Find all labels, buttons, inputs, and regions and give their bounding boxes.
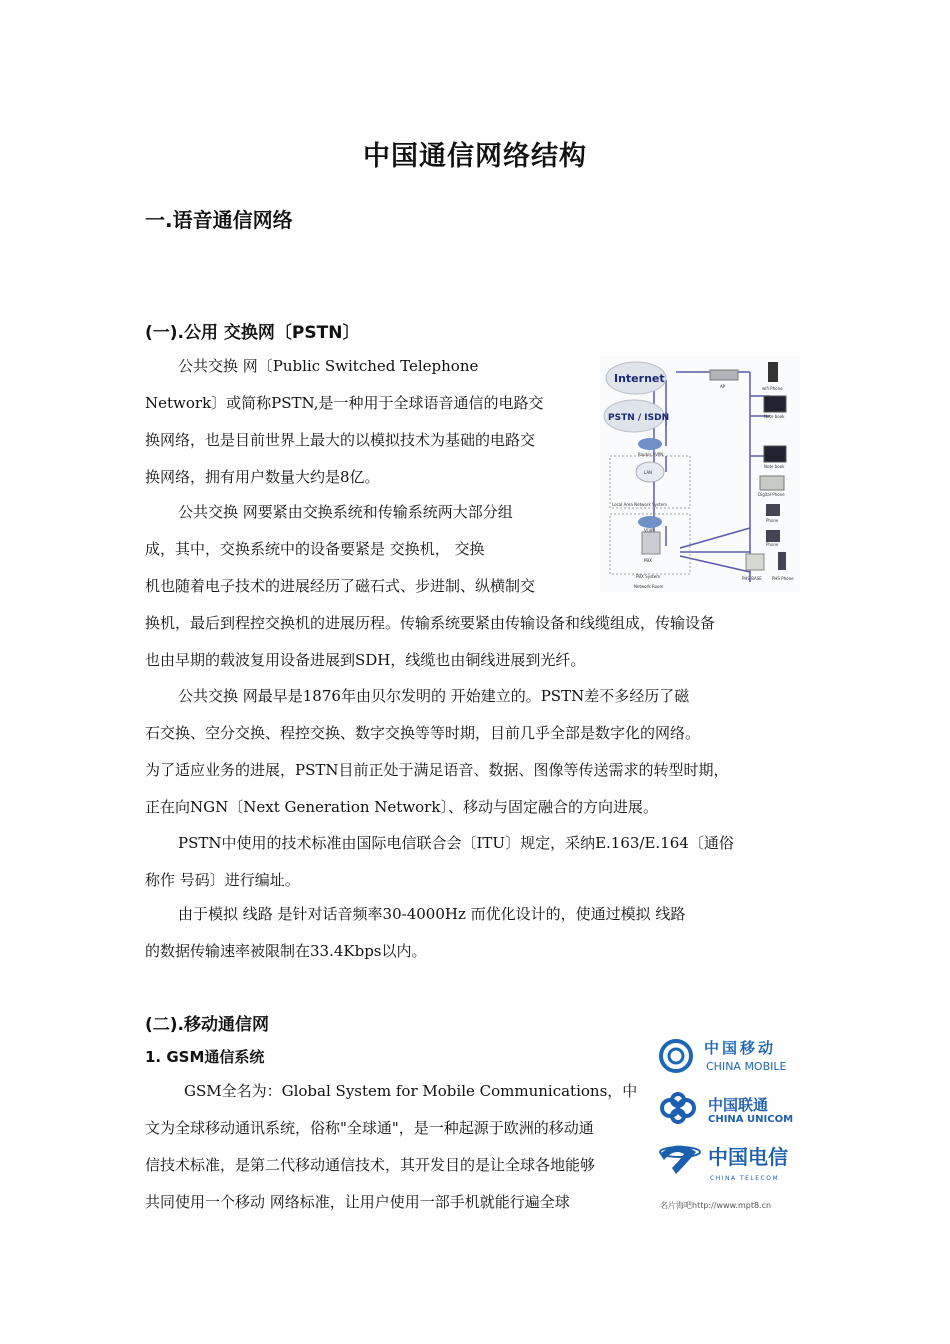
paragraph-line: 为了适应业务的进展，PSTN目前正处于满足语音、数据、图像等传送需求的转型时期，	[145, 761, 729, 779]
paragraph-line: 也由早期的载波复用设备进展到SDH，线缆也由铜线进展到光纤。	[145, 651, 586, 669]
diagram-label-router: Router / VPN	[638, 452, 664, 457]
paragraph-line: 称作 号码〕进行编址。	[145, 871, 300, 889]
svg-text:中国移动: 中国移动	[704, 1039, 777, 1057]
china-telecom-logo	[660, 1145, 788, 1182]
pstn-network-diagram	[600, 356, 800, 592]
diagram-label-pbx: PBX	[644, 558, 652, 563]
paragraph-line: 换机，最后到程控交换机的进展历程。传输系统要紧由传输设备和线缆组成，传输设备	[145, 614, 716, 632]
china-unicom-logo	[662, 1094, 793, 1125]
paragraph-line: 石交换、空分交换、程控交换、数字交换等等时期，目前几乎全部是数字化的网络。	[145, 724, 701, 742]
diagram-label-network-room: Network Room	[634, 584, 664, 589]
paragraph-line: 公共交换 网最早是1876年由贝尔发明的 开始建立的。PSTN差不多经历了磁	[178, 687, 690, 705]
paragraph-line: 公共交换 网要紧由交换系统和传输系统两大部分组	[178, 503, 513, 521]
diagram-label-ap: AP	[720, 384, 726, 389]
diagram-label-phs-base: PHS BASE	[742, 576, 762, 581]
diagram-label-phone: Phone	[766, 518, 779, 523]
svg-text:CHINA TELECOM: CHINA TELECOM	[710, 1175, 780, 1182]
paragraph-line: 正在向NGN〔Next Generation Network〕、移动与固定融合的方向进展。	[145, 798, 658, 816]
svg-text:中国电信: 中国电信	[708, 1145, 788, 1169]
paragraph-line: 换网络，也是目前世界上最大的以模拟技术为基础的电路交	[145, 431, 536, 449]
svg-text:中国联通: 中国联通	[708, 1096, 769, 1114]
page-title: 中国通信网络结构	[363, 141, 587, 172]
diagram-label-phs-phone: PHS Phone	[772, 576, 794, 581]
section-heading-voice-network: 一.语音通信网络	[145, 208, 293, 232]
paragraph-line: 由于模拟 线路 是针对话音频率30-4000Hz 而优化设计的，使通过模拟 线路	[178, 905, 686, 923]
paragraph-line: 公共交换 网〔Public Switched Telephone	[178, 357, 479, 375]
subsection-heading-mobile-network: (二).移动通信网	[145, 1015, 269, 1035]
svg-text:CHINA UNICOM: CHINA UNICOM	[708, 1114, 794, 1125]
diagram-label-pbx-system: PBX System	[636, 574, 661, 579]
diagram-label-wifi-phone: wifi Phone	[762, 386, 783, 391]
diagram-label-digital-phone: Digital Phone	[758, 492, 785, 497]
diagram-label-phone: Phone	[766, 542, 779, 547]
diagram-label-lan: LAN	[644, 470, 653, 475]
paragraph-line: GSM全名为：Global System for Mobile Communications，中	[184, 1082, 638, 1100]
paragraph-line: 共同使用一个移动 网络标准，让用户使用一部手机就能行遍全球	[145, 1193, 570, 1211]
diagram-label-voip: VOIP	[644, 528, 654, 533]
diagram-label-notebook: Note book	[764, 414, 785, 419]
paragraph-line: 的数据传输速率被限制在33.4Kbps以内。	[145, 942, 427, 960]
paragraph-line: Network〕或简称PSTN,是一种用于全球语音通信的电路交	[145, 394, 544, 412]
diagram-label-lan-system: Local Area Network System	[612, 502, 668, 507]
diagram-label-notebook: Note book	[764, 464, 785, 469]
telecom-operator-logos	[656, 1034, 808, 1214]
watermark-text: 名片海吧http://www.mpt8.cn	[660, 1201, 772, 1210]
paragraph-line: PSTN中使用的技术标准由国际电信联合会〔ITU〕规定，采纳E.163/E.164〔通俗	[178, 834, 734, 852]
paragraph-line: 机也随着电子技术的进展经历了磁石式、步进制、纵横制交	[145, 577, 536, 595]
paragraph-line: 换网络，拥有用户数量大约是8亿。	[145, 468, 380, 486]
paragraph-line: 文为全球移动通讯系统，俗称"全球通"，是一种起源于欧洲的移动通	[145, 1119, 594, 1137]
subsection-heading-gsm: 1. GSM通信系统	[145, 1048, 265, 1066]
diagram-label-pstn-isdn: PSTN / ISDN	[608, 413, 670, 423]
svg-text:CHINA MOBILE: CHINA MOBILE	[706, 1060, 787, 1073]
paragraph-line: 信技术标准，是第二代移动通信技术，其开发目的是让全球各地能够	[145, 1156, 596, 1174]
paragraph-line: 成，其中，交换系统中的设备要紧是 交换机， 交换	[145, 540, 485, 558]
subsection-heading-pstn: (一).公用 交换网〔PSTN〕	[145, 323, 360, 343]
china-mobile-logo	[661, 1039, 787, 1073]
diagram-label-internet: Internet	[614, 372, 665, 385]
